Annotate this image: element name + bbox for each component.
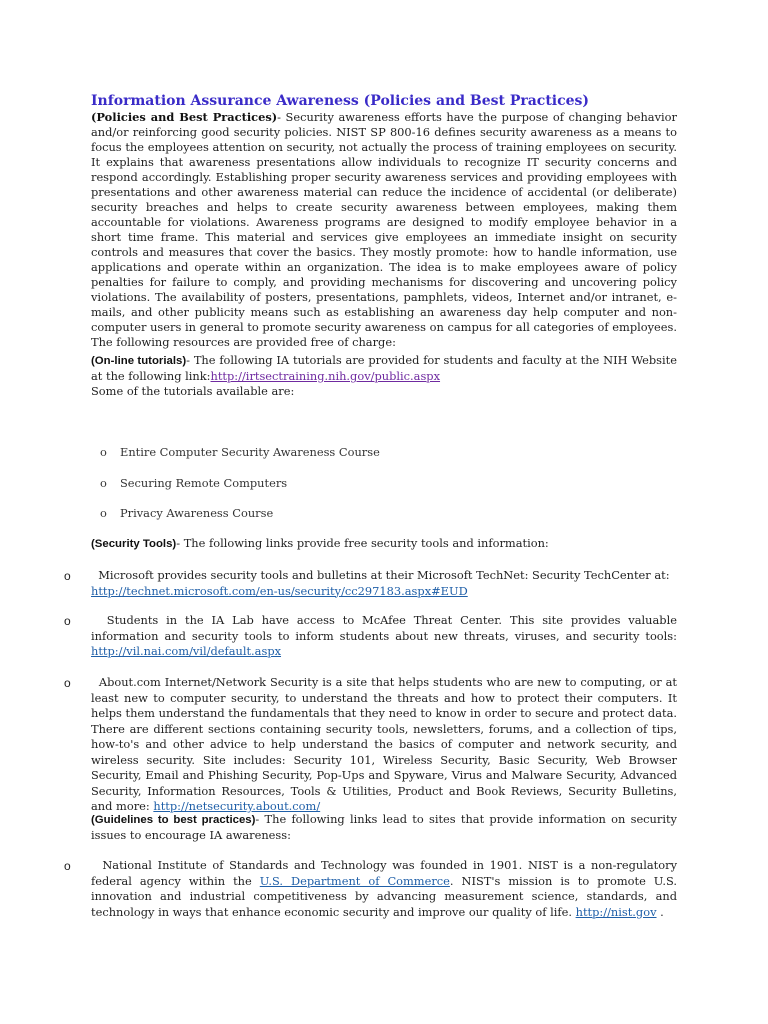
page-title: Information Assurance Awareness (Policies and Best Practices) [91, 93, 590, 109]
guidelines-text: - The following links lead to sites that provide information on security issues to encourage IA awareness: [91, 812, 677, 842]
tools-text: - The following links provide free security tools and information: [176, 536, 549, 550]
tutorials-text: - The following IA tutorials are provided for students and faculty at the NIH Website at the following link: [91, 353, 677, 383]
intro-text: - Security awareness efforts have the purpose of changing behavior and/or reinforcing good security policies. NIST SP 800-16 defines security awareness as a means to focus the employees attention on security, not actually the process of training employees on security. It explains that awareness presentations allow individuals to recognize IT security concerns and respond accordingly. Establishing proper security awareness services and providing employees with presentations and other awareness material can reduce the incidence of accidental (or deliberate) security breaches and helps to create security awareness between employees, making them accountable for violations. Awareness programs are designed to modify employee behavior in a short time frame. This material and services give employees an immediate insight on security controls and measures that cover the basics. They mostly promote: how to handle information, use applications and operate within an organization. The idea is to make employees aware of policy penalties for failure to comply, and providing mechanisms for discovering and uncovering policy violations. The availability of posters, presentations, pamphlets, videos, Internet and/or intranet, e-mails, and other publicity means such as establishing an awareness day help computer and non-computer users in general to promote security awareness on campus for all categories of employees. The following resources are provided free of charge: [91, 110, 677, 349]
tutorials-paragraph [91, 353, 677, 399]
bullet-marker: o [100, 476, 107, 490]
tools-header [91, 536, 677, 552]
bullet-marker: o [100, 445, 107, 459]
tools-link-mcafee[interactable]: http://vil.nai.com/vil/default.aspx [91, 644, 282, 658]
tools-item: About.com Internet/Network Security is a site that helps students who are new to computing, or at least new to computer security, to understand the threats and how to protect their computers. It helps them understand the fundamentals that they need to know in order to secure and protect data. There are different sections containing security tools, newsletters, forums, and a collection of tips, how-to's and other advice to help understand the basics of computer and network security, and wireless security. Site includes: Security 101, Wireless Security, Basic Security, Web Browser Security, Email and Phishing Security, Pop-Ups and Spyware, Virus and Malware Security, Advanced Security, Information Resources, Tools & Utilities, Product and Book Reviews, Security Bulletins, and more: http://netsecurity.about.com/ [91, 675, 677, 813]
bullet-marker: o [64, 859, 71, 873]
bullet-marker: o [64, 569, 71, 583]
tools-item: Students in the IA Lab have access to McAfee Threat Center. This site provides valuable information and security tools to inform students about new threats, viruses, and security tools: http://vil.nai.com/vil/default.aspx [91, 613, 677, 658]
tutorials-link[interactable]: http://irtsectraining.nih.gov/public.aspx [210, 369, 441, 383]
intro-lead: (Policies and Best Practices) [91, 110, 278, 124]
tutorials-lead: (On-line tutorials) [91, 355, 187, 367]
intro-paragraph [91, 110, 677, 350]
guidelines-item: National Institute of Standards and Technology was founded in 1901. NIST is a non-regulatory federal agency within the U.S. Department of Commerce. NIST's mission is to promote U.S. innovation and industrial competitiveness by advancing measurement science, standards, and technology in ways that enhance economic security and improve our quality of life. http://nist.gov . [91, 858, 677, 919]
commerce-link[interactable]: U.S. Department of Commerce [259, 873, 450, 888]
tools-lead: (Security Tools) [91, 538, 177, 550]
tools-link-technet[interactable]: http://technet.microsoft.com/en-us/security/cc297183.aspx#EUD [91, 583, 468, 598]
tools-item: Microsoft provides security tools and bulletins at their Microsoft TechNet: Security TechCenter at: http://technet.microsoft.com/en-us/security/cc297183.aspx#EUD [91, 568, 670, 598]
tutorials-after: Some of the tutorials available are: [91, 384, 295, 398]
tools-link-about[interactable]: http://netsecurity.about.com/ [153, 799, 321, 813]
tutorial-item: o Entire Computer Security Awareness Course [100, 445, 380, 459]
tutorial-item: o Securing Remote Computers [100, 476, 288, 490]
tutorial-item: o Privacy Awareness Course [100, 506, 274, 520]
nist-link[interactable]: http://nist.gov [575, 904, 657, 919]
bullet-marker: o [64, 676, 71, 690]
guidelines-header [91, 812, 677, 843]
guidelines-lead: (Guidelines to best practices) [91, 814, 256, 826]
bullet-marker: o [64, 614, 71, 628]
bullet-marker: o [100, 506, 107, 520]
